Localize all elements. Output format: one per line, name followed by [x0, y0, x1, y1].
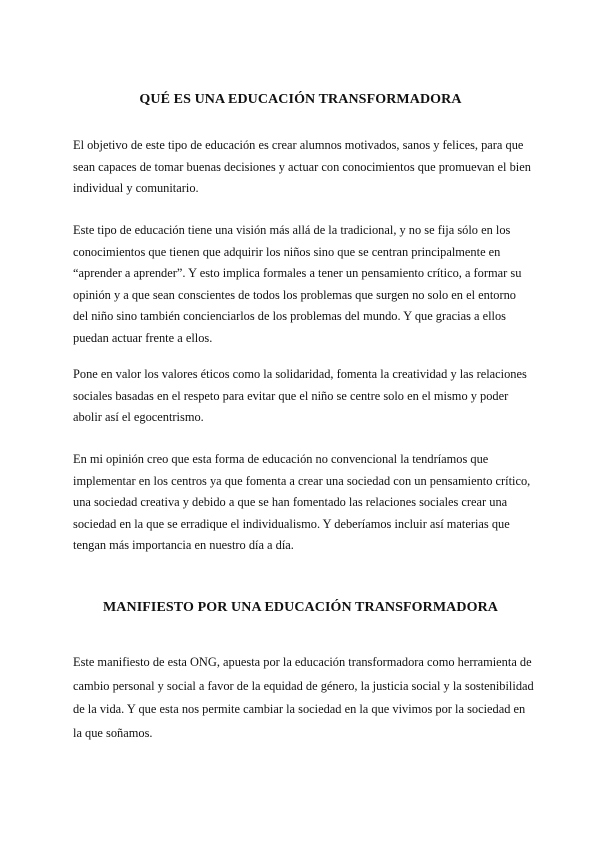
section-title-que-es: QUÉ ES UNA EDUCACIÓN TRANSFORMADORA [139, 92, 462, 107]
paragraph-objetivo: El objetivo de este tipo de educación es crear alumnos motivados, sanos y felices, para que sean capaces de tomar buenas decisiones y actuar con conocimientos que promuevan el bien individual y comunitario. [73, 138, 531, 195]
paragraph-opinion: En mi opinión creo que esta forma de educación no convencional la tendríamos que implementar en los centros ya que fomenta a crear una sociedad con un pensamiento crítico, una sociedad creativa y debido a que se han fomentado las relaciones sociales crear una sociedad en la que se erradique el individualismo. Y deberíamos incluir así materias que tengan más importancia en nuestro día a día. [73, 452, 531, 552]
paragraph-valores: Pone en valor los valores éticos como la solidaridad, fomenta la creatividad y las relaciones sociales basadas en el respeto para evitar que el niño se centre solo en el mismo y poder abolir así el egocentrismo. [73, 367, 527, 424]
section-title-manifiesto: MANIFIESTO POR UNA EDUCACIÓN TRANSFORMADORA [102, 600, 499, 615]
paragraph-vision: Este tipo de educación tiene una visión más allá de la tradicional, y no se fija sólo en los conocimientos que tienen que adquirir los niños sino que se centran principalmente en “aprender a aprender”. Y esto implica formales a tener un pensamiento crítico, a formar su opinión y a que sean conscientes de todos los problemas que surgen no solo en el entorno del niño sino también concienciarlos de los problemas del mundo. Y que gracias a ellos puedan actuar frente a ellos. [73, 223, 522, 345]
paragraph-manifiesto: Este manifiesto de esta ONG, apuesta por la educación transformadora como herramienta de cambio personal y social a favor de la equidad de género, la justicia social y la sostenibilidad de la vida. Y que esta nos permite cambiar la sociedad en la que vivimos por la sociedad en la que soñamos. [73, 655, 534, 740]
